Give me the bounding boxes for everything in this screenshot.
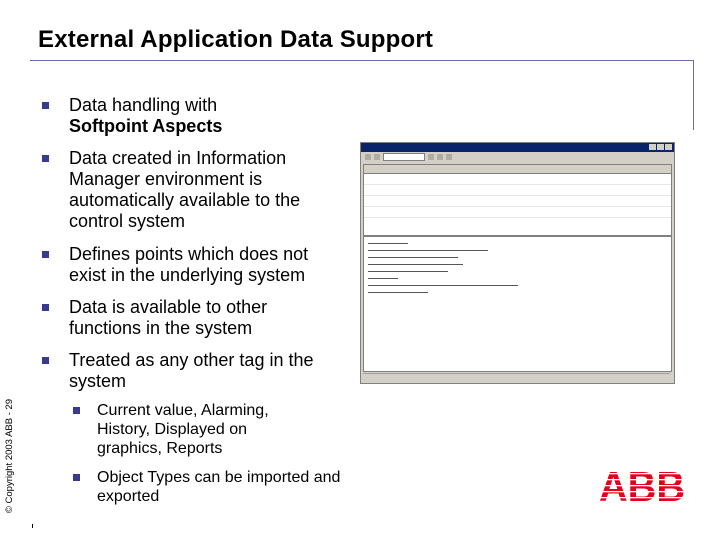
bullet-text: Treated as any other tag in the system (69, 350, 314, 391)
bullet-item (42, 148, 342, 232)
bullet-square-icon (42, 251, 49, 258)
bullet-square-icon (73, 474, 80, 481)
bullet-item (42, 244, 342, 286)
screenshot-code-pane (363, 236, 672, 372)
bullet-item (42, 350, 342, 392)
bullet-square-icon (42, 102, 49, 109)
bullet-square-icon (42, 357, 49, 364)
screenshot-window-buttons (649, 144, 672, 150)
sub-bullet-item (73, 468, 353, 506)
bullet-square-icon (42, 155, 49, 162)
bullet-square-icon (73, 407, 80, 414)
screenshot-titlebar (361, 143, 674, 152)
bullet-text: Data is available to other functions in the system (69, 297, 268, 338)
bullet-square-icon (42, 304, 49, 311)
slide-title: External Application Data Support (38, 26, 434, 53)
bullet-item (42, 297, 342, 339)
sub-bullet-text: Object Types can be imported and exported (97, 469, 341, 505)
bullet-text-strong: Softpoint Aspects (69, 116, 223, 136)
screenshot-toolbar (361, 152, 674, 162)
title-rule-vertical (693, 60, 694, 130)
copyright-notice: © Copyright 2003 ABB - 29 (4, 398, 15, 514)
screenshot-grid (363, 164, 672, 236)
abb-logo-icon (598, 467, 686, 503)
footer-mark (32, 524, 33, 528)
bullet-item (42, 95, 342, 137)
screenshot-statusbar (363, 373, 670, 381)
sub-bullet-text: Current value, Alarming, History, Displayed on graphics, Reports (97, 402, 269, 457)
bullet-text: Data handling with (69, 95, 218, 115)
embedded-screenshot (360, 142, 675, 384)
title-rule (30, 60, 693, 61)
bullet-text: Defines points which does not exist in the underlying system (69, 244, 309, 285)
sub-bullet-item (73, 401, 353, 458)
bullet-text: Data created in Information Manager environment is automatically available to the control system (69, 148, 301, 231)
